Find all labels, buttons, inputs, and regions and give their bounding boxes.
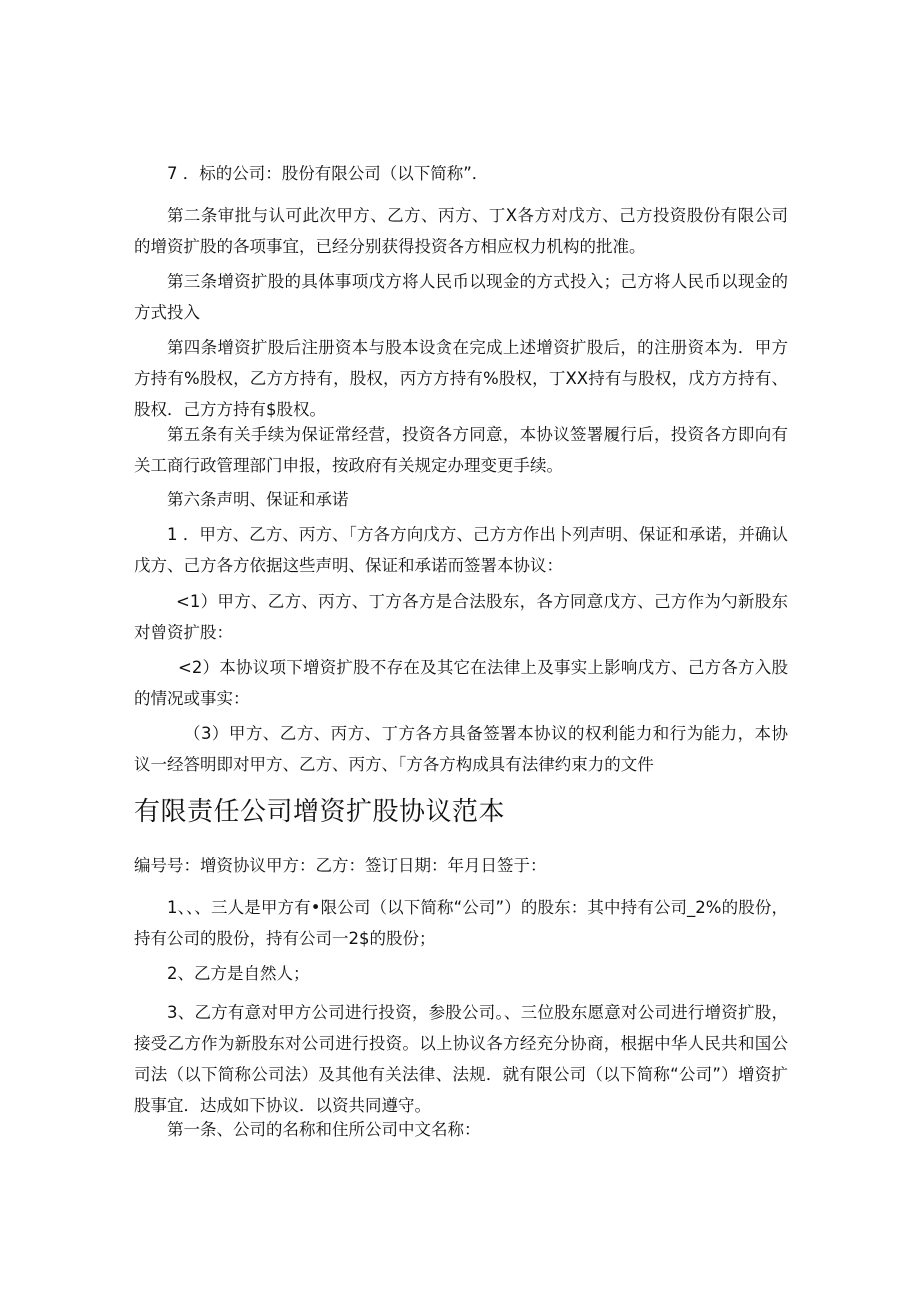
article-6-heading: 第六条声明、保证和承诺 (167, 490, 349, 509)
document-title: 有限责任公司增资扩股协议范本 (134, 797, 506, 827)
clause-1-declarations: 1 ．甲方、乙方、丙方、「方各方向戊方、己方方作出卜列声明、保证和承诺，并确认戊方、己方各方依据这些声明、保证和承诺而签署本协议： (134, 525, 788, 575)
recital-1-shareholders: 1、、、三人是甲方有•限公司（以下简称“公司”）的股东：其中持有公司_2%的股份，持有公司的股份，持有公司一2$的股份； (134, 898, 788, 948)
clause-1-sub-3: （3）甲方、乙方、丙方、丁方各方具备签署本协议的权利能力和行为能力，本协议一经答明即对甲方、乙方、丙方、「方各方构成具有法律约束力的文件 (134, 724, 788, 774)
item-7-target-company: 7 ．标的公司：股份有限公司（以下简称”． (167, 164, 489, 183)
article-1-company-name-heading: 第一条、公司的名称和住所公司中文名称： (167, 1120, 481, 1139)
agreement-meta-line: 编号号：增资协议甲方：乙方：签订日期：年月日签于： (134, 856, 547, 875)
article-5-procedures: 第五条有关手续为保证常经营，投资各方同意，本协议签署履行后，投资各方即向有关工商行政管理部门申报，按政府有关规定办理变更手续。 (134, 425, 788, 475)
article-2-approval: 第二条审批与认可此次甲方、乙方、丙方、丁X各方对戊方、己方投资股份有限公司的增资扩股的各项事宜，已经分别获得投资各方相应权力机构的批准。 (134, 206, 788, 256)
recital-2-party-b: 2、乙方是自然人； (167, 964, 310, 983)
article-3-capital-increase-details: 第三条增资扩股的具体事项戊方将人民币以现金的方式投入；己方将人民币以现金的方式投入 (134, 272, 788, 322)
article-4-registered-capital: 第四条增资扩股后注册资本与股本设贪在完成上述增资扩股后，的注册资本为．甲方方持有%股权，乙方方持有，股权，丙方方持有%股权，丁XX持有与股权，戊方方持有、股权．己方方持有$股权。 (134, 338, 788, 419)
clause-1-sub-2: <2）本协议项下增资扩股不存在及其它在法律上及事实上影响戊方、己方各方入股的情况或事实： (134, 658, 788, 708)
clause-1-sub-1: <1）甲方、乙方、丙方、丁方各方是合法股东，各方同意戊方、己方作为勺新股东对曾资扩股： (134, 592, 788, 642)
recital-3-investment-intent: 3、乙方有意对甲方公司进行投资，参股公司。、三位股东愿意对公司进行增资扩股，接受乙方作为新股东对公司进行投资。以上协议各方经充分协商，根据中华人民共和国公司法（以下简称公司法）及其他有关法律、法规．就有限公司（以下简称“公司”）增资扩股事宜．达成如下协议．以资共同遵守。 (134, 1003, 788, 1115)
